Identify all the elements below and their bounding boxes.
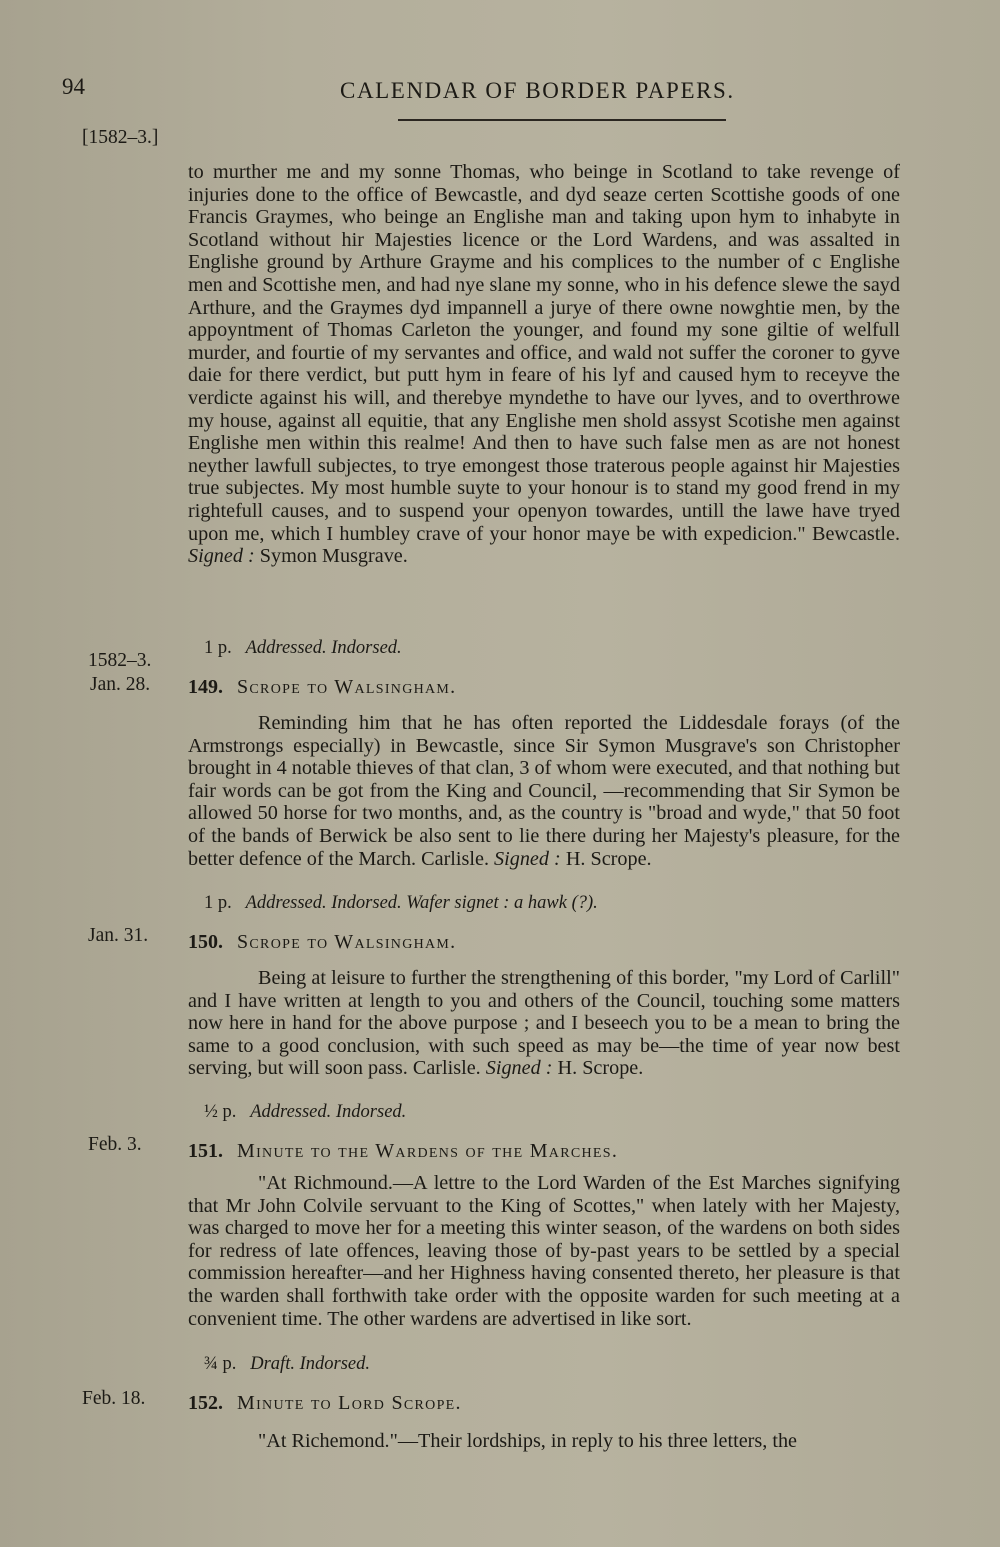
running-title: CALENDAR OF BORDER PAPERS. bbox=[340, 78, 735, 103]
continuation-note bbox=[204, 638, 402, 659]
margin-year: 1582–3. bbox=[88, 650, 152, 671]
entry-paragraph bbox=[188, 1430, 900, 1453]
header-rule bbox=[398, 119, 726, 121]
entry-title: Scrope to Walsingham. bbox=[237, 676, 457, 698]
entry-text: Being at leisure to further the strengthening of this border, "my Lord of Carlill" and I have written at length to you and others of the Council, touching some matters now here in hand for the above purpose ; and I beseech you to be a mean to bring the same to a good conclusion, with such speed as may be—the time of year now best serving, but will soon pass. Carlisle. bbox=[188, 967, 900, 1080]
signer-name: H. Scrope. bbox=[557, 1057, 644, 1080]
note-size: ¾ p. bbox=[204, 1354, 237, 1374]
note-size: 1 p. bbox=[204, 638, 232, 658]
entry-paragraph bbox=[188, 967, 900, 1080]
entry-title: Minute to Lord Scrope. bbox=[237, 1392, 462, 1414]
margin-date: Feb. 3. bbox=[88, 1134, 142, 1155]
continuation-text: to murther me and my sonne Thomas, who beinge in Scotland to take revenge of injuries done to the office of Bewcastle, and dyd seaze certen Scottishe goods of one Francis Graymes, who beinge an Englishe man and taking upon hym to inhabyte in Scotland without hir Majesties licence or the Lord Wardens, and was assalted in Englishe ground by Arthure Grayme and his complices to the number of c Englishe men and Scottishe men, and had nye slane my sonne, who in his defence slewe the sayd Arthure, and the Graymes dyd impannell a jurye of there owne nowghtie men, by the appoyntment of Thomas Carleton the younger, and found my sone giltie of welfull murder, and fourtie of my servantes and office, and wald not suffer the coroner to gyve daie for there verdict, but putt hym in feare of his lyf and caused hym to receyve the verdicte against his will, and therebye myndethe to have our lyves, and to overthrowe my house, against all equitie, that any Englishe men shold assyst Scotishe men against Englishe men within this realme! And then to have such false men as are not honest neyther lawfull subjectes, to trye emongest those traterous people against hir Majesties true subjectes. My most humble suyte to your honour is to stand my good frend in my rightefull causes, and to suspend your openyon towardes, untill the lawe have tryed upon me, which I humbley crave of your honor maye be with expedicion." Bewcastle. bbox=[188, 161, 900, 545]
entry-number: 151. bbox=[188, 1140, 223, 1162]
entry-number: 150. bbox=[188, 931, 223, 953]
margin-year-bracket: [1582–3.] bbox=[82, 127, 159, 148]
signer-name: Symon Musgrave. bbox=[259, 545, 408, 568]
entry-number: 149. bbox=[188, 676, 223, 698]
entry-text: "At Richmound.—A lettre to the Lord Warden of the Est Marches signifying that Mr John Colvile servuant to the King of Scottes," when lately with her Majesty, was charged to move her for a meeting this winter season, of the wardens on both sides for redress of late offences, leaving those of by-past years to be settled by a special commission hereafter—and her Highness having consented thereto, her pleasure is that the warden shall forthwith take order with the opposite warden for such meeting at a convenient time. The other wardens are advertised in like sort. bbox=[188, 1172, 900, 1330]
entry-heading bbox=[188, 676, 456, 699]
entry-text-block bbox=[188, 1430, 900, 1453]
margin-date: Jan. 28. bbox=[90, 674, 151, 695]
entry-heading bbox=[188, 1392, 462, 1415]
note-size: ½ p. bbox=[204, 1102, 237, 1122]
note-text: Addressed. Indorsed. Wafer signet : a hawk (?). bbox=[245, 893, 598, 913]
continuation-paragraph bbox=[188, 161, 900, 568]
entry-text-block bbox=[188, 967, 900, 1080]
continuation-text-block bbox=[188, 161, 900, 568]
page-number: 94 bbox=[62, 74, 85, 99]
signer-name: H. Scrope. bbox=[565, 847, 652, 870]
entry-note bbox=[204, 1354, 370, 1375]
entry-text: Reminding him that he has often reported the Liddesdale forays (of the Armstrongs especially) in Bewcastle, since Sir Symon Musgrave's son Christopher brought in 4 notable thieves of that clan, 3 of whom were executed, and that nothing but fair words can be got from the King and Council, —recommending that Sir Symon be allowed 50 horse for two months, and, as the country is "broad and wyde," that 50 foot of the bands of Berwick be also sent to lie there during her Majesty's pleasure, for the better defence of the March. Carlisle. bbox=[188, 712, 900, 870]
note-text: Addressed. Indorsed. bbox=[245, 638, 402, 658]
entry-paragraph bbox=[188, 712, 900, 870]
signed-label: Signed : bbox=[188, 545, 255, 568]
margin-date: Feb. 18. bbox=[82, 1388, 146, 1409]
note-text: Addressed. Indorsed. bbox=[250, 1102, 407, 1122]
entry-title: Minute to the Wardens of the Marches. bbox=[237, 1140, 619, 1162]
signed-label: Signed : bbox=[485, 1057, 553, 1080]
margin-date: Jan. 31. bbox=[88, 925, 149, 946]
entry-heading bbox=[188, 1140, 618, 1163]
entry-note bbox=[204, 893, 598, 914]
entry-text-block bbox=[188, 712, 900, 870]
entry-paragraph bbox=[188, 1172, 900, 1330]
entry-note bbox=[204, 1102, 406, 1123]
note-size: 1 p. bbox=[204, 893, 232, 913]
entry-heading bbox=[188, 931, 456, 954]
entry-text-block bbox=[188, 1172, 900, 1330]
entry-title: Scrope to Walsingham. bbox=[237, 931, 457, 953]
signed-label: Signed : bbox=[494, 847, 561, 870]
entry-number: 152. bbox=[188, 1392, 223, 1414]
entry-text: "At Richemond."—Their lordships, in reply to his three letters, the bbox=[258, 1430, 798, 1452]
note-text: Draft. Indorsed. bbox=[250, 1354, 370, 1374]
